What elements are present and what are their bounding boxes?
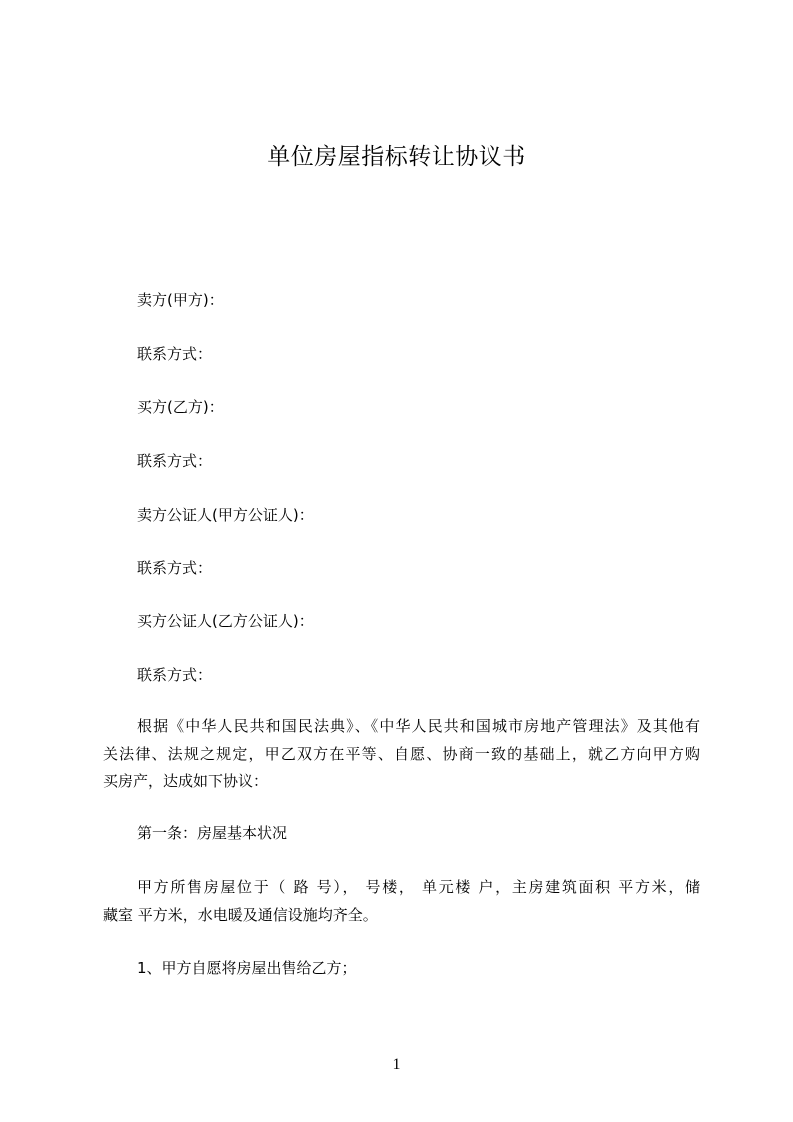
page-number: 1: [392, 1056, 401, 1073]
article1-line: 甲方所售房屋位于（ 路 号）， 号楼， 单元楼 户，主房建筑面积 平方米，储: [137, 878, 700, 896]
buyer-notary-label: 买方公证人(乙方公证人)：: [137, 612, 314, 630]
preamble-line: 买房产，达成如下协议：: [103, 772, 269, 790]
preamble-line: 关法律、法规之规定，甲乙双方在平等、自愿、协商一致的基础上，就乙方向甲方购: [103, 744, 700, 763]
article1-line: 藏室 平方米，水电暖及通信设施均齐全。: [103, 905, 378, 924]
seller-notary-label: 卖方公证人(甲方公证人)：: [137, 506, 314, 524]
article1-paragraph: [103, 874, 700, 929]
article1-heading: 第一条：房屋基本状况: [137, 824, 288, 842]
preamble-paragraph: [103, 713, 700, 796]
buyer-contact-label: 联系方式：: [137, 452, 213, 470]
seller-contact-label: 联系方式：: [137, 345, 213, 363]
buyer-notary-contact-label: 联系方式：: [137, 666, 213, 684]
buyer-label: 买方(乙方)：: [137, 398, 224, 416]
article1-item-1: 1、甲方自愿将房屋出售给乙方；: [137, 959, 357, 977]
seller-label: 卖方(甲方)：: [137, 291, 224, 309]
preamble-line: 根据《中华人民共和国民法典》、《中华人民共和国城市房地产管理法》及其他有: [137, 717, 700, 735]
seller-notary-contact-label: 联系方式：: [137, 559, 213, 577]
document-title: 单位房屋指标转让协议书: [267, 144, 526, 170]
